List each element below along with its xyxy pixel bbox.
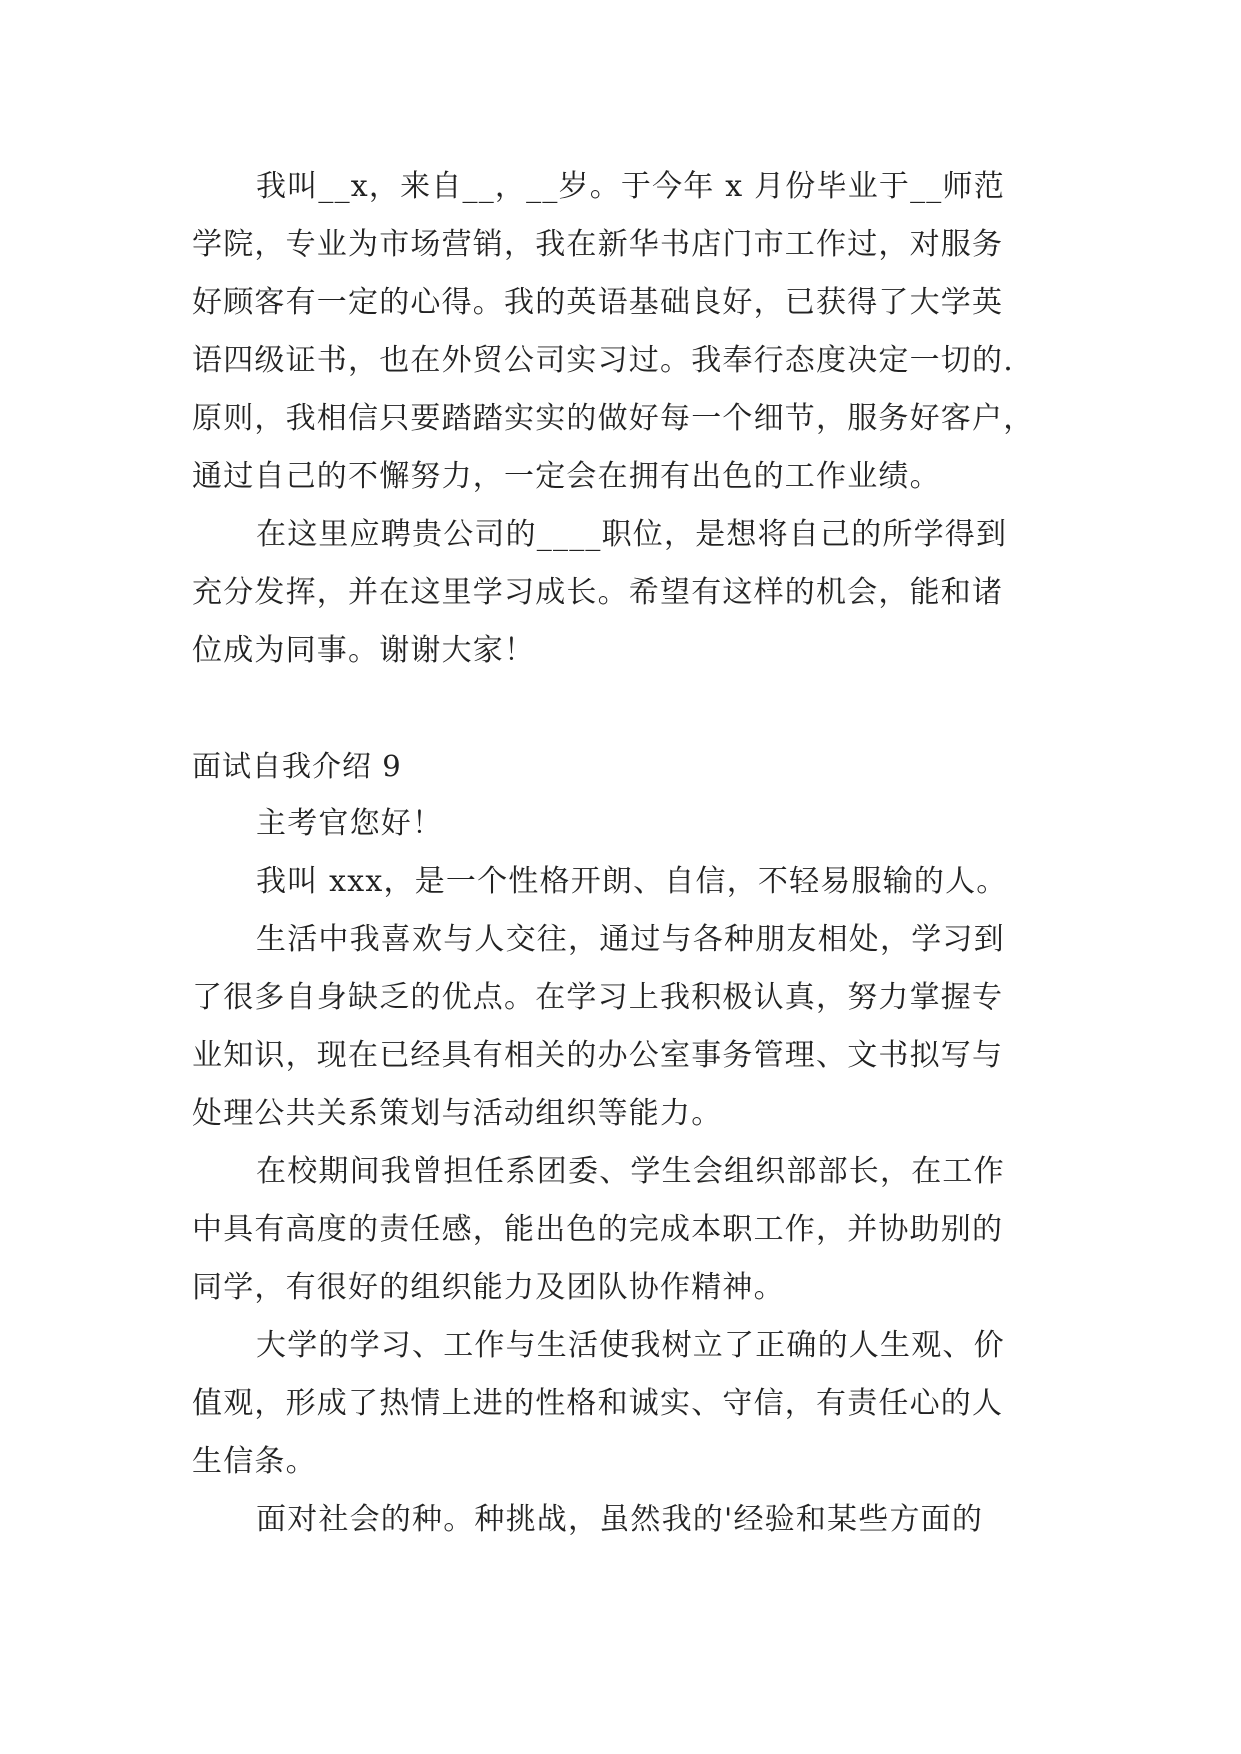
paragraph-line: 主考官您好！ [256,806,444,841]
paragraph-line: 处理公共关系策划与活动组织等能力。 [192,1096,723,1131]
paragraph-line: 面对社会的种。种挑战，虽然我的'经验和某些方面的 [256,1502,984,1537]
paragraph-line: 好顾客有一定的心得。我的英语基础良好，已获得了大学英 [192,285,1004,320]
paragraph-line: 同学，有很好的组织能力及团队协作精神。 [192,1270,785,1305]
paragraph-line: 大学的学习、工作与生活使我树立了正确的人生观、价 [256,1328,1005,1363]
paragraph-line: 语四级证书，也在外贸公司实习过。我奉行态度决定一切的. [192,343,1014,378]
section-heading: 面试自我介绍 9 [192,749,402,783]
paragraph-line: 我叫__x，来自__，__岁。于今年 x 月份毕业于__师范 [256,169,1005,204]
paragraph-line: 生信条。 [192,1444,317,1479]
paragraph-line: 在这里应聘贵公司的____职位，是想将自己的所学得到 [256,517,1008,552]
paragraph-line: 我叫 xxx，是一个性格开朗、自信，不轻易服输的人。 [256,864,1008,899]
paragraph-line: 了很多自身缺乏的优点。在学习上我积极认真，努力掌握专 [192,980,1004,1015]
paragraph-line: 位成为同事。谢谢大家！ [192,633,536,668]
paragraph-line: 学院，专业为市场营销，我在新华书店门市工作过，对服务 [192,227,1004,262]
paragraph-line: 原则，我相信只要踏踏实实的做好每一个细节，服务好客户， [192,401,1035,436]
paragraph-line: 业知识，现在已经具有相关的办公室事务管理、文书拟写与 [192,1038,1004,1073]
paragraph-line: 中具有高度的责任感，能出色的完成本职工作，并协助别的 [192,1212,1004,1247]
paragraph-line: 生活中我喜欢与人交往，通过与各种朋友相处，学习到 [256,922,1005,957]
paragraph-line: 在校期间我曾担任系团委、学生会组织部部长，在工作 [256,1154,1005,1189]
paragraph-line: 值观，形成了热情上进的性格和诚实、守信，有责任心的人 [192,1386,1004,1421]
paragraph-line: 充分发挥，并在这里学习成长。希望有这样的机会，能和诸 [192,575,1004,610]
paragraph-line: 通过自己的不懈努力，一定会在拥有出色的工作业绩。 [192,459,941,494]
